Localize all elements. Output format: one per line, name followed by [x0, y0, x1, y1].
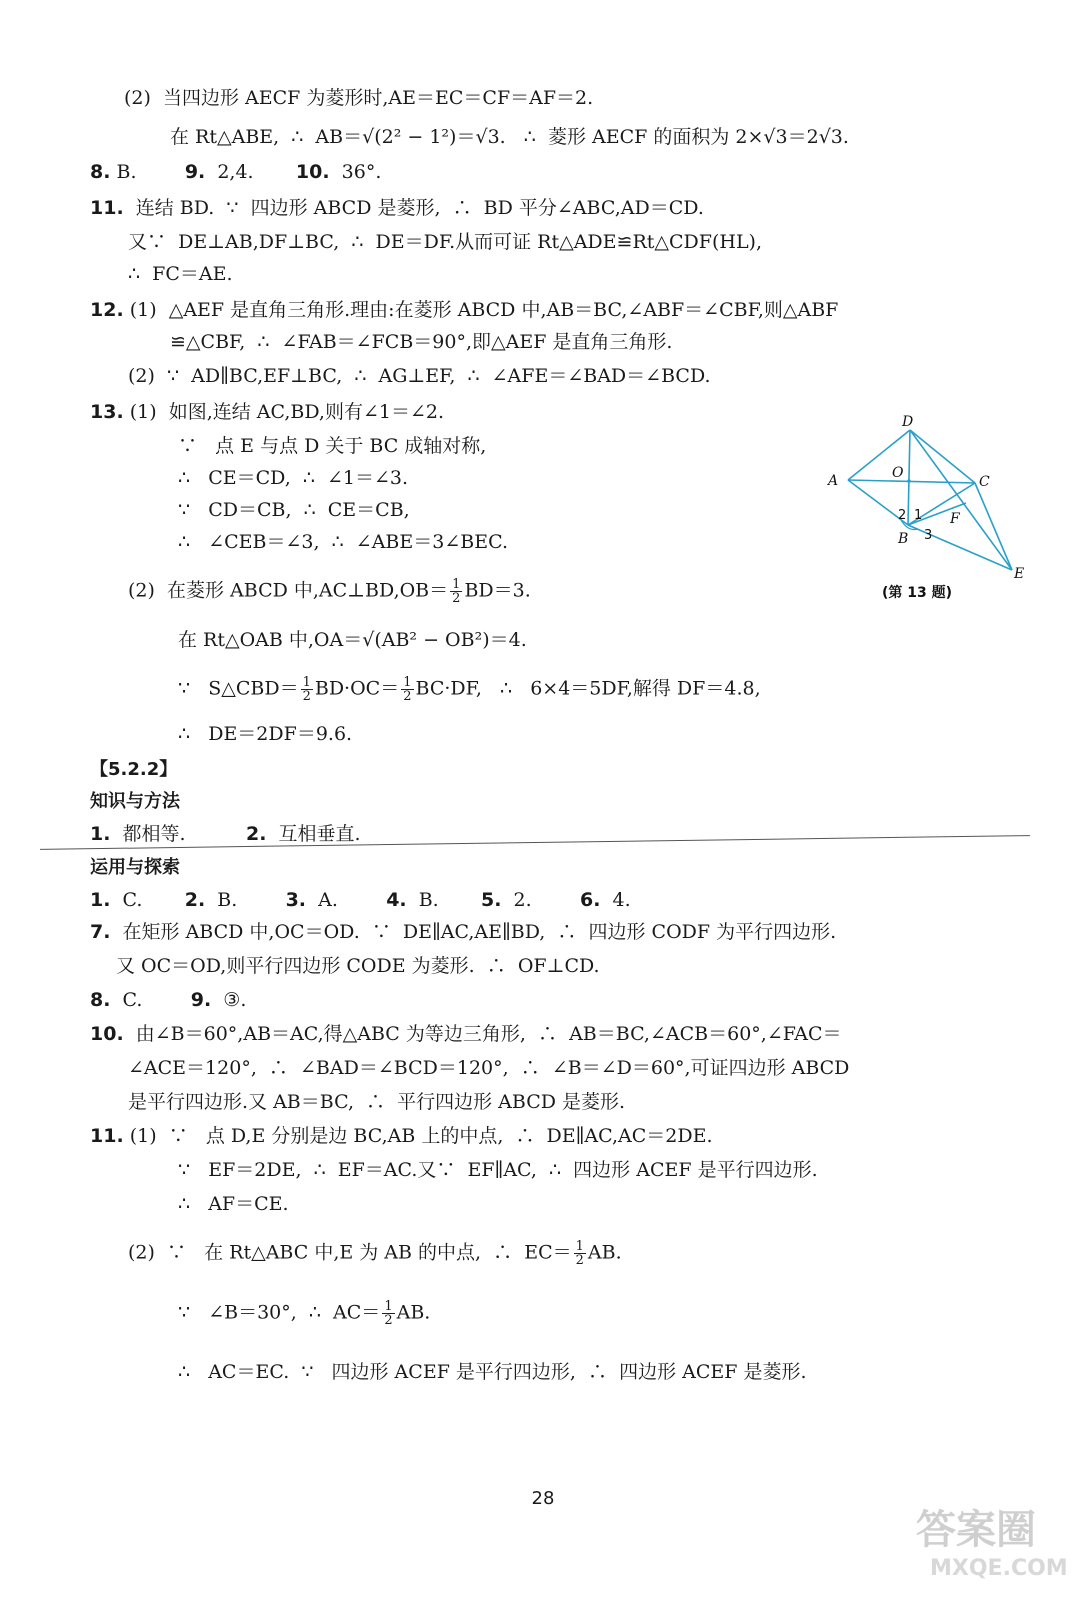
label-D: D — [902, 415, 914, 430]
answer-line — [178, 1360, 807, 1384]
answer-line — [124, 86, 593, 110]
label-C: C — [979, 474, 990, 490]
answer-line — [128, 230, 762, 254]
answer-text: 在 Rt△ABE, ∴ AB＝√(2² − 1²)＝√3. ∴ 菱形 AECF 的面积为 2×√3＝2√3. — [170, 126, 849, 148]
fraction: $\frac{1}{2}$ — [403, 675, 412, 704]
answer-line — [178, 498, 410, 522]
answer-text: AB. — [396, 1301, 431, 1324]
question-number: 5. — [481, 889, 502, 911]
answer-line — [128, 364, 711, 388]
answer-line — [116, 954, 600, 978]
question-number: 9. — [184, 161, 206, 183]
answer-line — [90, 920, 836, 944]
answer-text: 【5.2.2】 — [90, 759, 178, 780]
answer-line — [90, 988, 246, 1012]
answer-line — [128, 1240, 622, 1267]
label-F: F — [950, 511, 960, 527]
section-heading — [90, 758, 177, 782]
answer-text: C. — [110, 889, 185, 911]
answer-text: 知识与方法 — [90, 791, 180, 812]
label-angle-1: 1 — [914, 508, 923, 523]
answer-text: 在矩形 ABCD 中,OC＝OD. ∵ DE∥AC,AE∥BD, ∴ 四边形 CODF 为平行四边形. — [110, 921, 837, 943]
answer-line — [178, 1300, 430, 1327]
answer-line — [90, 160, 381, 184]
answer-line — [178, 722, 352, 746]
watermark-url: MXQE.COM — [930, 1556, 1068, 1581]
question-number: 8. — [90, 989, 111, 1011]
fraction: $\frac{1}{2}$ — [452, 577, 461, 606]
answer-text: (2) ∵ AD∥BC,EF⊥BC, ∴ AG⊥EF, ∴ ∠AFE＝∠BAD＝∠BCD. — [128, 365, 711, 387]
question-number: 11. — [90, 1125, 124, 1147]
answer-text: 由∠B＝60°,AB＝AC,得△ABC 为等边三角形, ∴ AB＝BC,∠ACB＝60°,∠FAC＝ — [123, 1023, 842, 1045]
fraction: $\frac{1}{2}$ — [575, 1239, 584, 1268]
answer-text: 2. — [501, 889, 580, 911]
answer-text: AB. — [587, 1241, 622, 1264]
answer-line — [128, 262, 233, 286]
label-B: B — [898, 531, 909, 547]
label-E: E — [1014, 566, 1025, 582]
answer-text: 2,4. — [205, 161, 296, 183]
answer-line — [90, 1124, 713, 1148]
question-number: 13. — [90, 401, 124, 423]
answer-text: ∵ S△CBD＝ — [178, 677, 299, 700]
answer-line — [128, 1090, 625, 1114]
answer-text: 连结 BD. ∵ 四边形 ABCD 是菱形, ∴ BD 平分∠ABC,AD＝CD. — [123, 197, 704, 219]
answer-text: ∠ACE＝120°, ∴ ∠BAD＝∠BCD＝120°, ∴ ∠B＝∠D＝60°,可证四边形 ABCD — [128, 1057, 850, 1079]
answer-text: 互相垂直. — [266, 823, 361, 845]
question-number: 7. — [90, 921, 111, 943]
answer-line — [90, 400, 444, 424]
answer-text: (1) 如图,连结 AC,BD,则有∠1＝∠2. — [123, 401, 445, 423]
answer-line — [90, 888, 631, 912]
watermark-text: 答案圈 — [916, 1507, 1036, 1553]
answer-text: (2) 在菱形 ABCD 中,AC⊥BD,OB＝ — [128, 579, 449, 602]
fraction: $\frac{1}{2}$ — [384, 1299, 393, 1328]
answer-text: ∴ DE＝2DF＝9.6. — [178, 723, 353, 745]
answer-text: 都相等. — [110, 823, 246, 845]
answer-text: ∴ CE＝CD, ∴ ∠1＝∠3. — [178, 467, 409, 489]
answer-line — [178, 466, 408, 490]
answer-text: ∴ AC＝EC. ∵ 四边形 ACEF 是平行四边形, ∴ 四边形 ACEF 是菱形. — [178, 1361, 807, 1383]
question-number: 2. — [245, 823, 267, 845]
answer-line — [128, 1056, 849, 1080]
question-number: 11. — [90, 197, 124, 219]
answer-text: (2) 当四边形 AECF 为菱形时,AE＝EC＝CF＝AF＝2. — [124, 87, 594, 109]
answer-line — [90, 822, 361, 846]
answer-text: ∵ 点 E 与点 D 关于 BC 成轴对称, — [178, 435, 487, 457]
question-number: 1. — [90, 889, 111, 911]
answer-line — [178, 1158, 818, 1182]
answer-text: ∴ AF＝CE. — [178, 1193, 289, 1215]
page-number: 28 — [531, 1488, 555, 1509]
question-number: 12. — [90, 299, 124, 321]
answer-text: 是平行四边形.又 AB＝BC, ∴ 平行四边形 ABCD 是菱形. — [128, 1091, 626, 1113]
answer-text: BC·DF, ∴ 6×4＝5DF,解得 DF＝4.8, — [415, 677, 761, 700]
question-number: 2. — [184, 889, 206, 911]
answer-text: ③. — [211, 989, 247, 1011]
figure-13 — [820, 415, 1050, 605]
answer-text: 又∵ DE⊥AB,DF⊥BC, ∴ DE＝DF.从而可证 Rt△ADE≌Rt△CDF(HL), — [128, 231, 763, 253]
answer-text: ∵ EF＝2DE, ∴ EF＝AC.又∵ EF∥AC, ∴ 四边形 ACEF 是平行四边形. — [178, 1159, 818, 1181]
label-angle-3: 3 — [924, 528, 933, 543]
label-angle-2: 2 — [898, 508, 907, 523]
section-heading — [90, 856, 180, 880]
label-A: A — [828, 473, 839, 489]
answer-text: 36°. — [329, 161, 382, 183]
answer-text: ∴ FC＝AE. — [128, 263, 233, 285]
watermark-logo — [908, 1493, 1068, 1590]
answer-line — [170, 125, 849, 149]
answer-text: A. — [306, 889, 387, 911]
answer-text: 又 OC＝OD,则平行四边形 CODE 为菱形. ∴ OF⊥CD. — [116, 955, 600, 977]
question-number: 6. — [579, 889, 601, 911]
question-number: 3. — [285, 889, 307, 911]
question-number: 4. — [386, 889, 407, 911]
label-O: O — [892, 465, 904, 481]
answer-text: B. — [406, 889, 481, 911]
answer-line — [178, 676, 761, 703]
section-heading — [90, 790, 180, 814]
segment-DE — [910, 430, 1012, 570]
answer-line — [178, 530, 508, 554]
answer-text: ∴ ∠CEB＝∠3, ∴ ∠ABE＝3∠BEC. — [178, 531, 509, 553]
point-O — [907, 479, 911, 483]
question-number: 10. — [295, 161, 330, 183]
answer-line — [170, 330, 672, 354]
answer-text: (2) ∵ 在 Rt△ABC 中,E 为 AB 的中点, ∴ EC＝ — [128, 1241, 572, 1264]
answer-text: BD＝3. — [464, 579, 531, 602]
answer-text: B. — [110, 161, 185, 183]
segment-BD — [908, 430, 910, 525]
answer-text: 在 Rt△OAB 中,OA＝√(AB² − OB²)＝4. — [178, 629, 527, 651]
question-number: 10. — [90, 1023, 124, 1045]
fraction: $\frac{1}{2}$ — [302, 675, 311, 704]
answer-line — [90, 298, 838, 322]
answer-line — [90, 196, 704, 220]
answer-text: ≌△CBF, ∴ ∠FAB＝∠FCB＝90°,即△AEF 是直角三角形. — [170, 331, 673, 353]
answer-text: ∵ CD＝CB, ∴ CE＝CB, — [178, 499, 410, 521]
answer-text: (1) △AEF 是直角三角形.理由:在菱形 ABCD 中,AB＝BC,∠ABF＝∠CBF,则△ABF — [123, 299, 839, 321]
question-number: 1. — [90, 823, 111, 845]
answer-text: 运用与探索 — [90, 857, 180, 878]
question-number: 9. — [190, 989, 212, 1011]
figure-caption: (第 13 题) — [882, 585, 953, 601]
answer-text: (1) ∵ 点 D,E 分别是边 BC,AB 上的中点, ∴ DE∥AC,AC＝2DE. — [123, 1125, 713, 1147]
answer-text: BD·OC＝ — [314, 677, 400, 700]
answer-line — [178, 628, 527, 652]
answer-text: B. — [205, 889, 286, 911]
answer-line — [128, 578, 531, 605]
answer-line — [178, 434, 486, 458]
answer-line — [90, 1022, 842, 1046]
answer-text: C. — [110, 989, 191, 1011]
answer-text: ∵ ∠B＝30°, ∴ AC＝ — [178, 1301, 381, 1324]
question-number: 8. — [90, 161, 111, 183]
answer-text: 4. — [600, 889, 631, 911]
segment-AC — [848, 480, 975, 483]
answer-line — [178, 1192, 289, 1216]
